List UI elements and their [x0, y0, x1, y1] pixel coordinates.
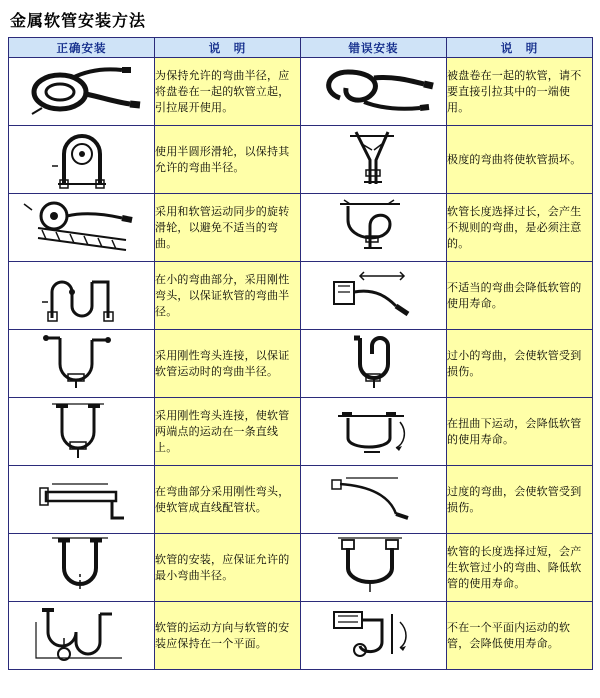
wrong-description: 在扭曲下运动，会降低软管的使用寿命。 [447, 398, 593, 466]
over-bent-hose-icon [301, 466, 446, 533]
table-row [9, 262, 593, 330]
wrong-description: 过小的弯曲，会使软管受到损伤。 [447, 330, 593, 398]
page-title: 金属软管安装方法 [10, 11, 147, 30]
table-row [9, 58, 593, 126]
table-body [9, 58, 593, 670]
wrong-illustration-cell [301, 602, 447, 670]
rigid-elbow-small-bend-icon [9, 262, 154, 329]
wrong-illustration-cell [301, 58, 447, 126]
header-wrong-image: 错误安装 [301, 38, 447, 58]
minimum-bend-radius-icon [9, 534, 154, 601]
table-row [9, 126, 593, 194]
correct-description: 软管的安装，应保证允许的最小弯曲半径。 [155, 534, 301, 602]
installation-methods-table [8, 37, 593, 670]
wrong-illustration-cell [301, 126, 447, 194]
coiled-hose-standing-icon [9, 58, 154, 125]
correct-description: 在弯曲部分采用刚性弯头，使软管成直线配管状。 [155, 466, 301, 534]
wrong-illustration-cell [301, 398, 447, 466]
out-of-plane-motion-icon [301, 602, 446, 669]
correct-illustration-cell [9, 330, 155, 398]
correct-description: 采用刚性弯头连接，使软管两端点的运动在一条直线上。 [155, 398, 301, 466]
improper-bend-icon [301, 262, 446, 329]
coiled-hose-pulled-icon [301, 58, 446, 125]
correct-illustration-cell [9, 58, 155, 126]
correct-description: 采用和软管运动同步的旋转滑轮，以避免不适当的弯曲。 [155, 194, 301, 262]
wrong-description: 软管长度选择过长，会产生不规则的弯曲，是必须注意的。 [447, 194, 593, 262]
correct-description: 为保持允许的弯曲半径，应将盘卷在一起的软管立起，引拉展开使用。 [155, 58, 301, 126]
wrong-description: 不在一个平面内运动的软管，会降低使用寿命。 [447, 602, 593, 670]
u-shape-straight-ends-icon [9, 398, 154, 465]
table-row [9, 466, 593, 534]
header-correct-image: 正确安装 [9, 38, 155, 58]
straight-pipe-elbow-icon [9, 466, 154, 533]
table-row [9, 194, 593, 262]
irregular-long-hose-icon [301, 194, 446, 261]
wrong-description: 极度的弯曲将使软管损坏。 [447, 126, 593, 194]
correct-description: 采用刚性弯头连接，以保证软管运动时的弯曲半径。 [155, 330, 301, 398]
sharp-bend-hose-icon [301, 126, 446, 193]
wrong-description: 被盘卷在一起的软管，请不要直接引拉其中的一端使用。 [447, 58, 593, 126]
wrong-description: 软管的长度选择过短，会产生软管过小的弯曲、降低软管的使用寿命。 [447, 534, 593, 602]
wrong-illustration-cell [301, 262, 447, 330]
correct-illustration-cell [9, 126, 155, 194]
table-header-row [9, 38, 593, 58]
table-row [9, 602, 593, 670]
correct-description: 使用半圆形滑轮，以保持其允许的弯曲半径。 [155, 126, 301, 194]
semicircular-pulley-icon [9, 126, 154, 193]
rotating-pulley-sync-icon [9, 194, 154, 261]
table-row [9, 398, 593, 466]
correct-description: 软管的运动方向与软管的安装应保持在一个平面。 [155, 602, 301, 670]
wrong-illustration-cell [301, 534, 447, 602]
correct-illustration-cell [9, 602, 155, 670]
too-short-hose-icon [301, 534, 446, 601]
correct-description: 在小的弯曲部分，采用刚性弯头，以保证软管的弯曲半径。 [155, 262, 301, 330]
rigid-elbow-u-bend-icon [9, 330, 154, 397]
correct-illustration-cell [9, 262, 155, 330]
wrong-illustration-cell [301, 466, 447, 534]
wrong-illustration-cell [301, 194, 447, 262]
wrong-description: 不适当的弯曲会降低软管的使用寿命。 [447, 262, 593, 330]
correct-illustration-cell [9, 534, 155, 602]
wrong-description: 过度的弯曲，会使软管受到损伤。 [447, 466, 593, 534]
correct-illustration-cell [9, 466, 155, 534]
header-correct-desc: 说 明 [155, 38, 301, 58]
twisted-hose-icon [301, 398, 446, 465]
wrong-illustration-cell [301, 330, 447, 398]
correct-illustration-cell [9, 194, 155, 262]
table-row [9, 330, 593, 398]
same-plane-motion-icon [9, 602, 154, 669]
correct-illustration-cell [9, 398, 155, 466]
table-row [9, 534, 593, 602]
too-small-bend-icon [301, 330, 446, 397]
header-wrong-desc: 说 明 [447, 38, 593, 58]
